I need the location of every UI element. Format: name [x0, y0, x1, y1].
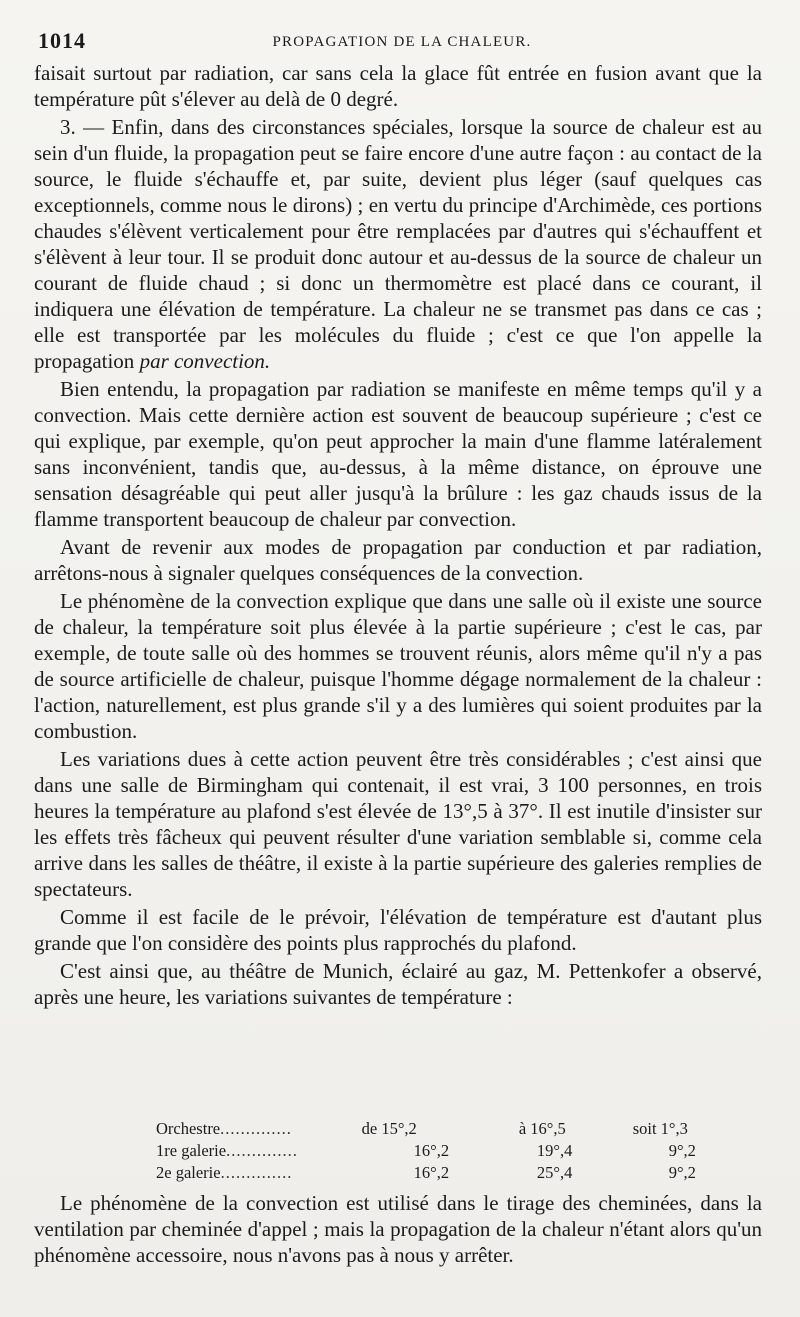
- temperature-table: [156, 1118, 736, 1184]
- paragraph: faisait surtout par radiation, car sans cela la glace fût entrée en fusion avant que la température pût s'élever au delà de 0 degré.: [34, 61, 762, 111]
- leader-dots: ..............: [220, 1163, 293, 1182]
- paragraph: Comme il est facile de le prévoir, l'élévation de température est d'autant plus grande que l'on considère des points plus rapprochés du plafond.: [34, 905, 762, 955]
- row-label: 1re galerie: [156, 1141, 227, 1160]
- temp-diff: 9°,2: [668, 1141, 696, 1160]
- paragraph: Avant de revenir aux modes de propagation par conduction et par radiation, arrêtons-nous à signaler quelques conséquences de la convection.: [34, 535, 762, 585]
- paragraph: Le phénomène de la convection explique que dans une salle où il existe une source de chaleur, la température soit plus élevée à la partie supérieure ; c'est le cas, par exemple, de toute salle où des hommes se trouvent réunis, alors même qu'il n'y a pas de source artificielle de chaleur, puisque l'homme dégage normalement de la chaleur : l'action, naturellement, est plus grande s'il y a des lumières qui soient produites par la combustion.: [34, 589, 762, 743]
- temp-from: 16°,2: [413, 1163, 450, 1182]
- temp-to: 25°,4: [536, 1163, 573, 1182]
- table-row: [156, 1118, 736, 1140]
- paragraph: Le phénomène de la convection est utilisé dans le tirage des cheminées, dans la ventilation par cheminée d'appel ; mais la propagation de la chaleur n'étant alors qu'un phénomène accessoire, nous n'avons pas à nous y arrêter.: [34, 1191, 762, 1267]
- paragraph: Les variations dues à cette action peuvent être très considérables ; c'est ainsi que dans une salle de Birmingham qui contenait, il est vrai, 3 100 personnes, en trois heures la température au plafond s'est élevée de 13°,5 à 37°. Il est inutile d'insister sur les effets très fâcheux qui peuvent résulter d'une variation semblable si, comme cela arrive dans les salles de théâtre, il existe à la partie supérieure des galeries remplies de spectateurs.: [34, 747, 762, 901]
- table-row: [156, 1162, 736, 1184]
- body-text: [34, 60, 762, 1010]
- row-label: 2e galerie: [156, 1163, 221, 1182]
- paragraph-text: 3. — Enfin, dans des circonstances spéciales, lorsque la source de chaleur est au sein d'un fluide, la propagation peut se faire encore d'une autre façon : au contact de la source, le fluide s'échauffe et, par suite, devient plus léger (sauf quelques cas exceptionnels, comme nous le dirons) ; en vertu du principe d'Archimède, ces portions chaudes s'élèvent verticalement pour être remplacées par d'autres qui s'échauffent et s'élèvent à leur tour. Il se produit donc autour et au-dessus de la source de chaleur un courant de fluide chaud ; si donc un thermomètre est placé dans ce courant, il indiquera une élévation de température. La chaleur ne se transmet pas dans ce cas ; elle est transportée par les molécules du fluide ; c'est ce que l'on appelle la propagation: [34, 115, 762, 373]
- temp-from: de 15°,2: [361, 1119, 417, 1138]
- leader-dots: ..............: [226, 1141, 298, 1160]
- temp-to: 19°,4: [536, 1141, 573, 1160]
- running-title: PROPAGATION DE LA CHALEUR.: [272, 34, 532, 50]
- table-row: [156, 1140, 736, 1162]
- paragraph: C'est ainsi que, au théâtre de Munich, éclairé au gaz, M. Pettenkofer a observé, après une heure, les variations suivantes de température :: [34, 959, 762, 1009]
- row-label: Orchestre: [156, 1119, 221, 1138]
- leader-dots: ..............: [220, 1119, 292, 1138]
- page-header: [32, 28, 772, 58]
- temp-to: à 16°,5: [518, 1119, 566, 1138]
- temp-from: 16°,2: [413, 1141, 450, 1160]
- italic-term: par convection.: [139, 349, 271, 373]
- paragraph: Bien entendu, la propagation par radiation se manifeste en même temps qu'il y a convection. Mais cette dernière action est souvent de beaucoup supérieure ; c'est ce qui explique, par exemple, qu'on peut approcher la main d'une flamme latéralement sans inconvénient, tandis que, au-dessus, à la même distance, on éprouve une sensation désagréable qui peut aller jusqu'à la brûlure : les gaz chauds issus de la flamme transportent beaucoup de chaleur par convection.: [34, 377, 762, 531]
- temp-diff: 9°,2: [668, 1163, 696, 1182]
- closing-paragraph-block: [34, 1190, 762, 1268]
- paragraph-convection-definition: [34, 114, 762, 374]
- temp-diff: soit 1°,3: [632, 1119, 688, 1138]
- page-number: 1014: [38, 28, 86, 53]
